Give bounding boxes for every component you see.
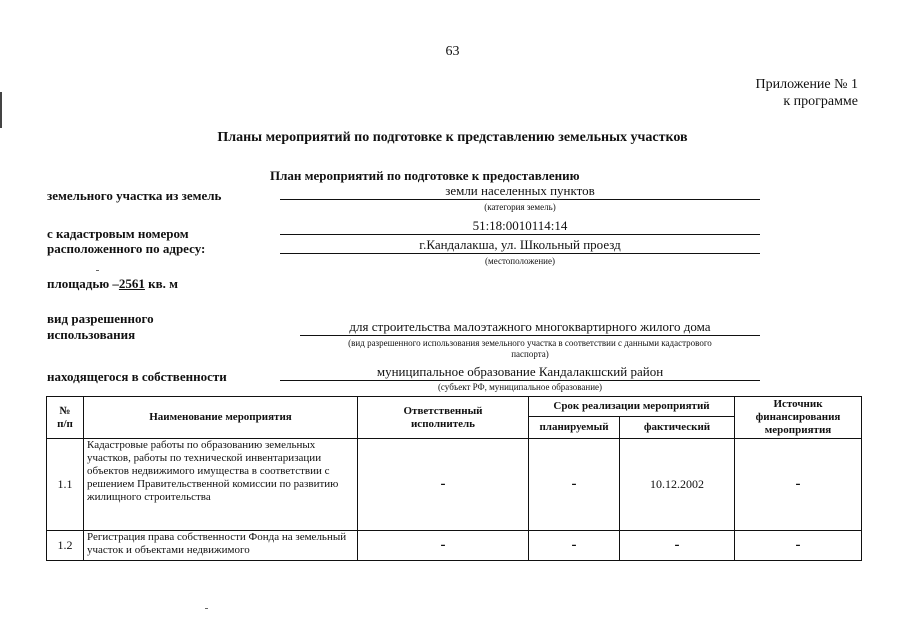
table-header-row bbox=[47, 397, 862, 417]
scan-speck bbox=[205, 608, 208, 609]
cadastral-label: с кадастровым номером bbox=[47, 226, 189, 241]
row-funding-source: - bbox=[735, 531, 862, 561]
header-planned: планируемый bbox=[529, 417, 620, 439]
row-activity-name-cell bbox=[84, 531, 358, 561]
address-hint: (местоположение) bbox=[485, 256, 555, 266]
plan-title: План мероприятий по подготовке к предоставлению bbox=[270, 168, 580, 183]
row-activity-name: Регистрация права собственности Фонда на земельный участок и объектами недвижимого bbox=[87, 531, 347, 556]
area-label-prefix: площадью – bbox=[47, 276, 119, 291]
row-actual: - bbox=[620, 531, 735, 561]
header-funding-source bbox=[735, 397, 862, 439]
header-activity-name: Наименование мероприятия bbox=[84, 397, 358, 439]
row-number: 1.2 bbox=[47, 531, 84, 561]
header-number-line-2: п/п bbox=[57, 417, 73, 430]
scan-speck bbox=[96, 270, 99, 271]
header-responsible bbox=[358, 397, 529, 439]
header-source-line-1: Источник bbox=[773, 398, 823, 410]
area-label-suffix: кв. м bbox=[144, 276, 179, 291]
header-source-line-3: мероприятия bbox=[764, 424, 832, 436]
row-activity-name: Кадастровые работы по образованию земельных участков, работы по технической инвентаризации объектов недвижимого имущества в соответствии с решением Правительственной комиссии по развитию жилищного строительства bbox=[84, 439, 358, 531]
page-number: 63 bbox=[445, 44, 460, 59]
address-label: расположенного по адресу: bbox=[47, 241, 206, 256]
header-actual: фактический bbox=[620, 417, 735, 439]
land-category-value: земли населенных пунктов bbox=[280, 183, 760, 200]
ownership-hint: (субъект РФ, муниципальное образование) bbox=[437, 382, 603, 392]
row-actual: 10.12.2002 bbox=[620, 439, 735, 531]
row-planned: - bbox=[529, 439, 620, 531]
header-period: Срок реализации мероприятий bbox=[529, 397, 735, 417]
header-responsible-line-1: Ответственный bbox=[403, 404, 483, 417]
usage-value: для строительства малоэтажного многоквартирного жилого дома bbox=[300, 319, 760, 336]
header-number bbox=[47, 397, 84, 439]
land-category-hint: (категория земель) bbox=[484, 202, 556, 212]
main-title: Планы мероприятий по подготовке к представлению земельных участков bbox=[217, 130, 688, 145]
page-edge-mark bbox=[0, 92, 2, 128]
usage-hint-line-2: паспорта) bbox=[511, 349, 549, 359]
cadastral-value: 51:18:0010114:14 bbox=[280, 218, 760, 235]
usage-hint-line-1: (вид разрешенного использования земельного участка в соответствии с данными кадастрового bbox=[348, 338, 712, 348]
row-responsible: - bbox=[358, 439, 529, 531]
table-row bbox=[47, 531, 862, 561]
header-source-line-2: финансирования bbox=[755, 411, 841, 423]
ownership-label: находящегося в собственности bbox=[47, 369, 227, 384]
appendix-line-2: к программе bbox=[783, 94, 858, 109]
usage-label-line-2: использования bbox=[47, 327, 136, 342]
area-value: 2561 bbox=[118, 276, 145, 291]
row-number: 1.1 bbox=[47, 439, 84, 531]
row-planned: - bbox=[529, 531, 620, 561]
area-line bbox=[47, 276, 178, 292]
land-category-label: земельного участка из земель bbox=[47, 188, 222, 203]
table-row bbox=[47, 439, 862, 531]
header-number-line-1: № bbox=[59, 404, 71, 417]
appendix-line-1: Приложение № 1 bbox=[755, 77, 858, 92]
appendix-note bbox=[756, 76, 859, 110]
row-funding-source: - bbox=[735, 439, 862, 531]
usage-label-line-1: вид разрешенного bbox=[47, 311, 154, 326]
ownership-value: муниципальное образование Кандалакшский район bbox=[280, 364, 760, 381]
header-responsible-line-2: исполнитель bbox=[410, 417, 476, 430]
row-responsible: - bbox=[358, 531, 529, 561]
address-value: г.Кандалакша, ул. Школьный проезд bbox=[280, 237, 760, 254]
activities-table bbox=[46, 396, 862, 561]
